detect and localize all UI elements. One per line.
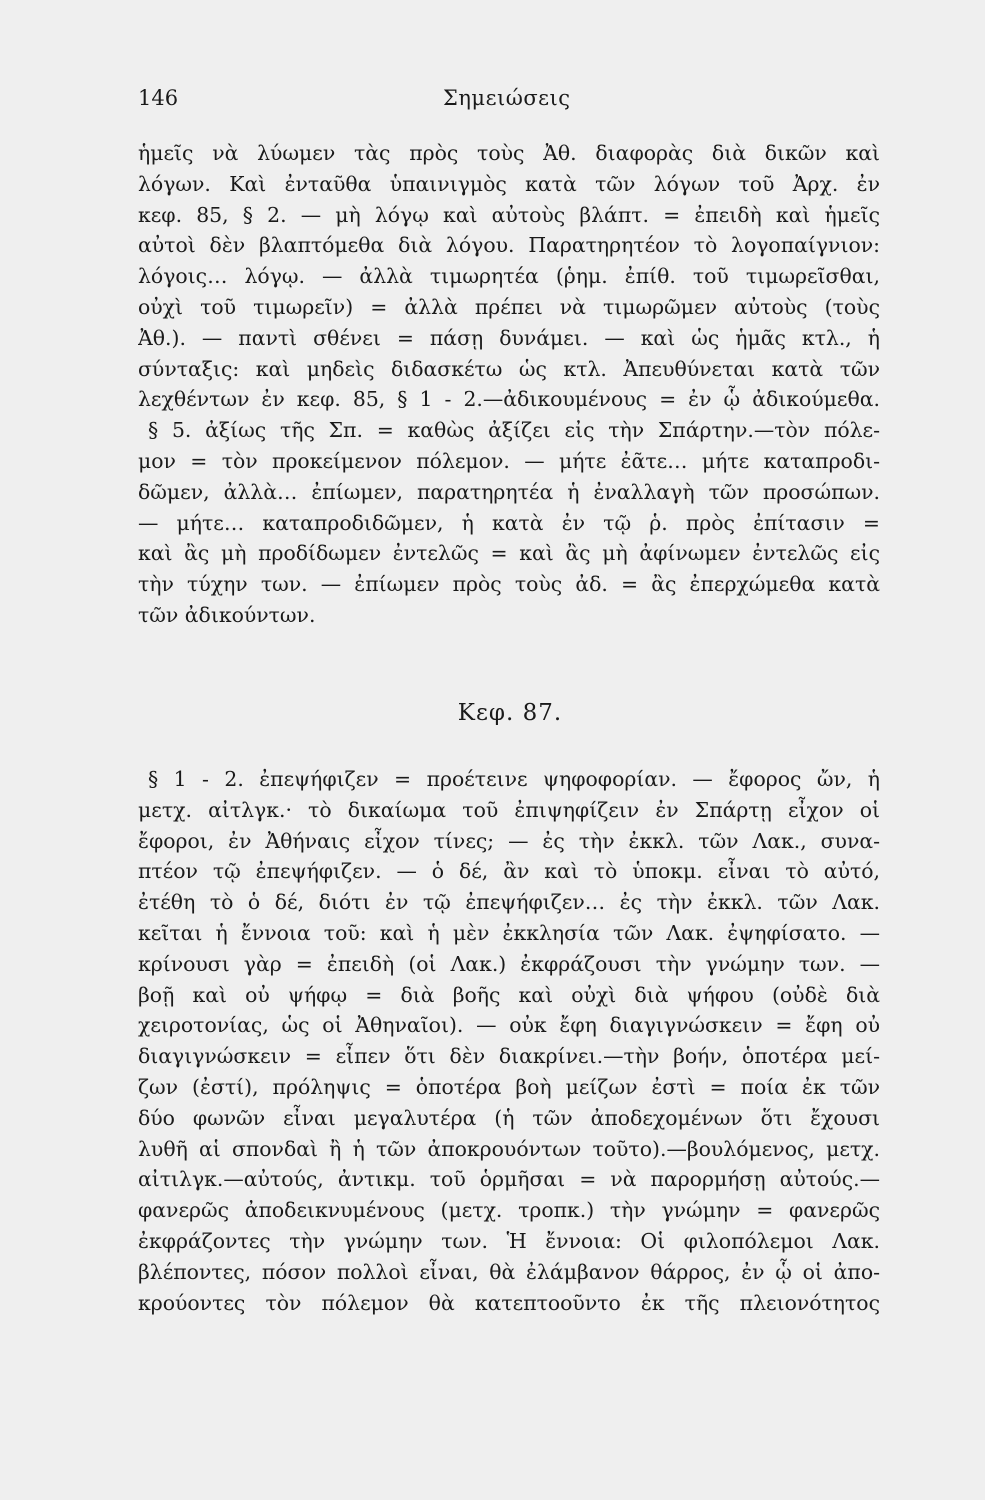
text-line: τὴν τύχην των. — ἐπίωμεν πρὸς τοὺς ἀδ. = ἂς ἐπερχώμεθα κατὰ [138, 572, 880, 597]
text-line: τῶν ἀδικούντων. [138, 602, 316, 627]
text-line: λυθῆ αἱ σπονδαὶ ἢ ἡ τῶν ἀποκρουόντων τοῦτο).—βουλόμενος, μετχ. [138, 1136, 880, 1161]
text-line: δύο φωνῶν εἶναι μεγαλυτέρα (ἡ τῶν ἀποδεχομένων ὅτι ἔχουσι [138, 1105, 880, 1130]
text-line: μον = τὸν προκείμενον πόλεμον. — μήτε ἐᾶτε… μήτε καταπροδι- [138, 448, 880, 473]
text-line: διαγιγνώσκειν = εἶπεν ὅτι δὲν διακρίνει.—τὴν βοήν, ὁποτέρα μεί- [138, 1044, 880, 1069]
text-line: ἐτέθη τὸ ὁ δέ, διότι ἐν τῷ ἐπεψήφιζεν… ἐς τὴν ἐκκλ. τῶν Λακ. [138, 890, 880, 915]
text-line: § 1 - 2. ἐπεψήφιζεν = προέτεινε ψηφοφορίαν. — ἔφορος ὤν, ἡ [148, 767, 880, 791]
text-line: ζων (ἐστί), πρόληψις = ὁποτέρα βοὴ μείζων ἐστὶ = ποία ἐκ τῶν [138, 1074, 880, 1099]
text-line: δῶμεν, ἀλλὰ… ἐπίωμεν, παρατηρητέα ἡ ἐναλλαγὴ τῶν προσώπων. [138, 479, 880, 504]
page-number: 146 [138, 86, 179, 110]
text-line: — μήτε… καταπροδιδῶμεν, ἡ κατὰ ἐν τῷ ῥ. πρὸς ἐπίτασιν = [138, 510, 880, 535]
text-line: § 5. ἀξίως τῆς Σπ. = καθὼς ἀξίζει εἰς τὴν Σπάρτην.—τὸν πόλε- [148, 418, 880, 443]
text-line: κεφ. 85, § 2. — μὴ λόγῳ καὶ αὐτοὺς βλάπτ. = ἐπειδὴ καὶ ἡμεῖς [138, 202, 880, 227]
text-line: μετχ. αἰτλγκ.· τὸ δικαίωμα τοῦ ἐπιψηφίζειν ἐν Σπάρτῃ εἶχον οἱ [138, 797, 880, 822]
text-line: βλέποντες, πόσον πολλοὶ εἶναι, θὰ ἐλάμβανον θάρρος, ἐν ᾧ οἱ ἀπο- [138, 1259, 880, 1284]
notes-block-chapter-87 [138, 764, 880, 1318]
text-line: βοῇ καὶ οὐ ψήφῳ = διὰ βοῆς καὶ οὐχὶ διὰ ψήφου (οὐδὲ διὰ [138, 982, 880, 1007]
text-line: κρίνουσι γὰρ = ἐπειδὴ (οἱ Λακ.) ἐκφράζουσι τὴν γνώμην των. — [138, 951, 880, 976]
text-line: αὐτοὶ δὲν βλαπτόμεθα διὰ λόγου. Παρατηρητέον τὸ λογοπαίγνιον: [138, 233, 880, 258]
text-line: αἰτιλγκ.—αὐτούς, ἀντικμ. τοῦ ὁρμῆσαι = νὰ παρορμήσῃ αὐτούς.— [138, 1167, 880, 1192]
running-head: Σημειώσεις [443, 86, 571, 110]
text-line: πτέον τῷ ἐπεψήφιζεν. — ὁ δέ, ἂν καὶ τὸ ὑποκμ. εἶναι τὸ αὐτό, [138, 859, 880, 884]
text-line: φανερῶς ἀποδεικνυμένους (μετχ. τροπκ.) τὴν γνώμην = φανερῶς [138, 1198, 880, 1223]
text-line: ἐκφράζοντες τὴν γνώμην των. Ἡ ἔννοια: Οἱ φιλοπόλεμοι Λακ. [138, 1228, 880, 1253]
page-header [138, 86, 878, 120]
text-line: λεχθέντων ἐν κεφ. 85, § 1 - 2.—ἀδικουμένους = ἐν ᾧ ἀδικούμεθα. [138, 387, 880, 412]
text-line: οὐχὶ τοῦ τιμωρεῖν) = ἀλλὰ πρέπει νὰ τιμωρῶμεν αὐτοὺς (τοὺς [138, 294, 880, 319]
text-line: ἔφοροι, ἐν Ἀθήναις εἶχον τίνες; — ἐς τὴν ἐκκλ. τῶν Λακ., συνα- [138, 828, 880, 853]
text-line: λόγοις… λόγῳ. — ἀλλὰ τιμωρητέα (ῥημ. ἐπίθ. τοῦ τιμωρεῖσθαι, [138, 264, 880, 289]
text-line: κεῖται ἡ ἔννοια τοῦ: καὶ ἡ μὲν ἐκκλησία τῶν Λακ. ἐψηφίσατο. — [138, 920, 880, 945]
text-line: σύνταξις: καὶ μηδεὶς διδασκέτω ὡς κτλ. Ἀπευθύνεται κατὰ τῶν [138, 356, 880, 381]
text-line: κρούοντες τὸν πόλεμον θὰ κατεπτοοῦντο ἐκ τῆς πλειονότητος [138, 1290, 880, 1315]
text-line: Ἀθ.). — παντὶ σθένει = πάσῃ δυνάμει. — καὶ ὡς ἡμᾶς κτλ., ἡ [138, 325, 880, 350]
text-line: χειροτονίας, ὡς οἱ Ἀθηναῖοι). — οὐκ ἔφη διαγιγνώσκειν = ἔφη οὐ [138, 1013, 880, 1038]
chapter-heading: Κεφ. 87. [457, 700, 563, 726]
text-line: λόγων. Καὶ ἐνταῦθα ὑπαινιγμὸς κατὰ τῶν λόγων τοῦ Ἀρχ. ἐν [138, 171, 880, 196]
text-line: ἡμεῖς νὰ λύωμεν τὰς πρὸς τοὺς Ἀθ. διαφορὰς διὰ δικῶν καὶ [138, 141, 880, 165]
notes-block-chapter-86 [138, 138, 880, 631]
text-line: καὶ ἂς μὴ προδίδωμεν ἐντελῶς = καὶ ἂς μὴ ἀφίνωμεν ἐντελῶς εἰς [138, 541, 880, 566]
